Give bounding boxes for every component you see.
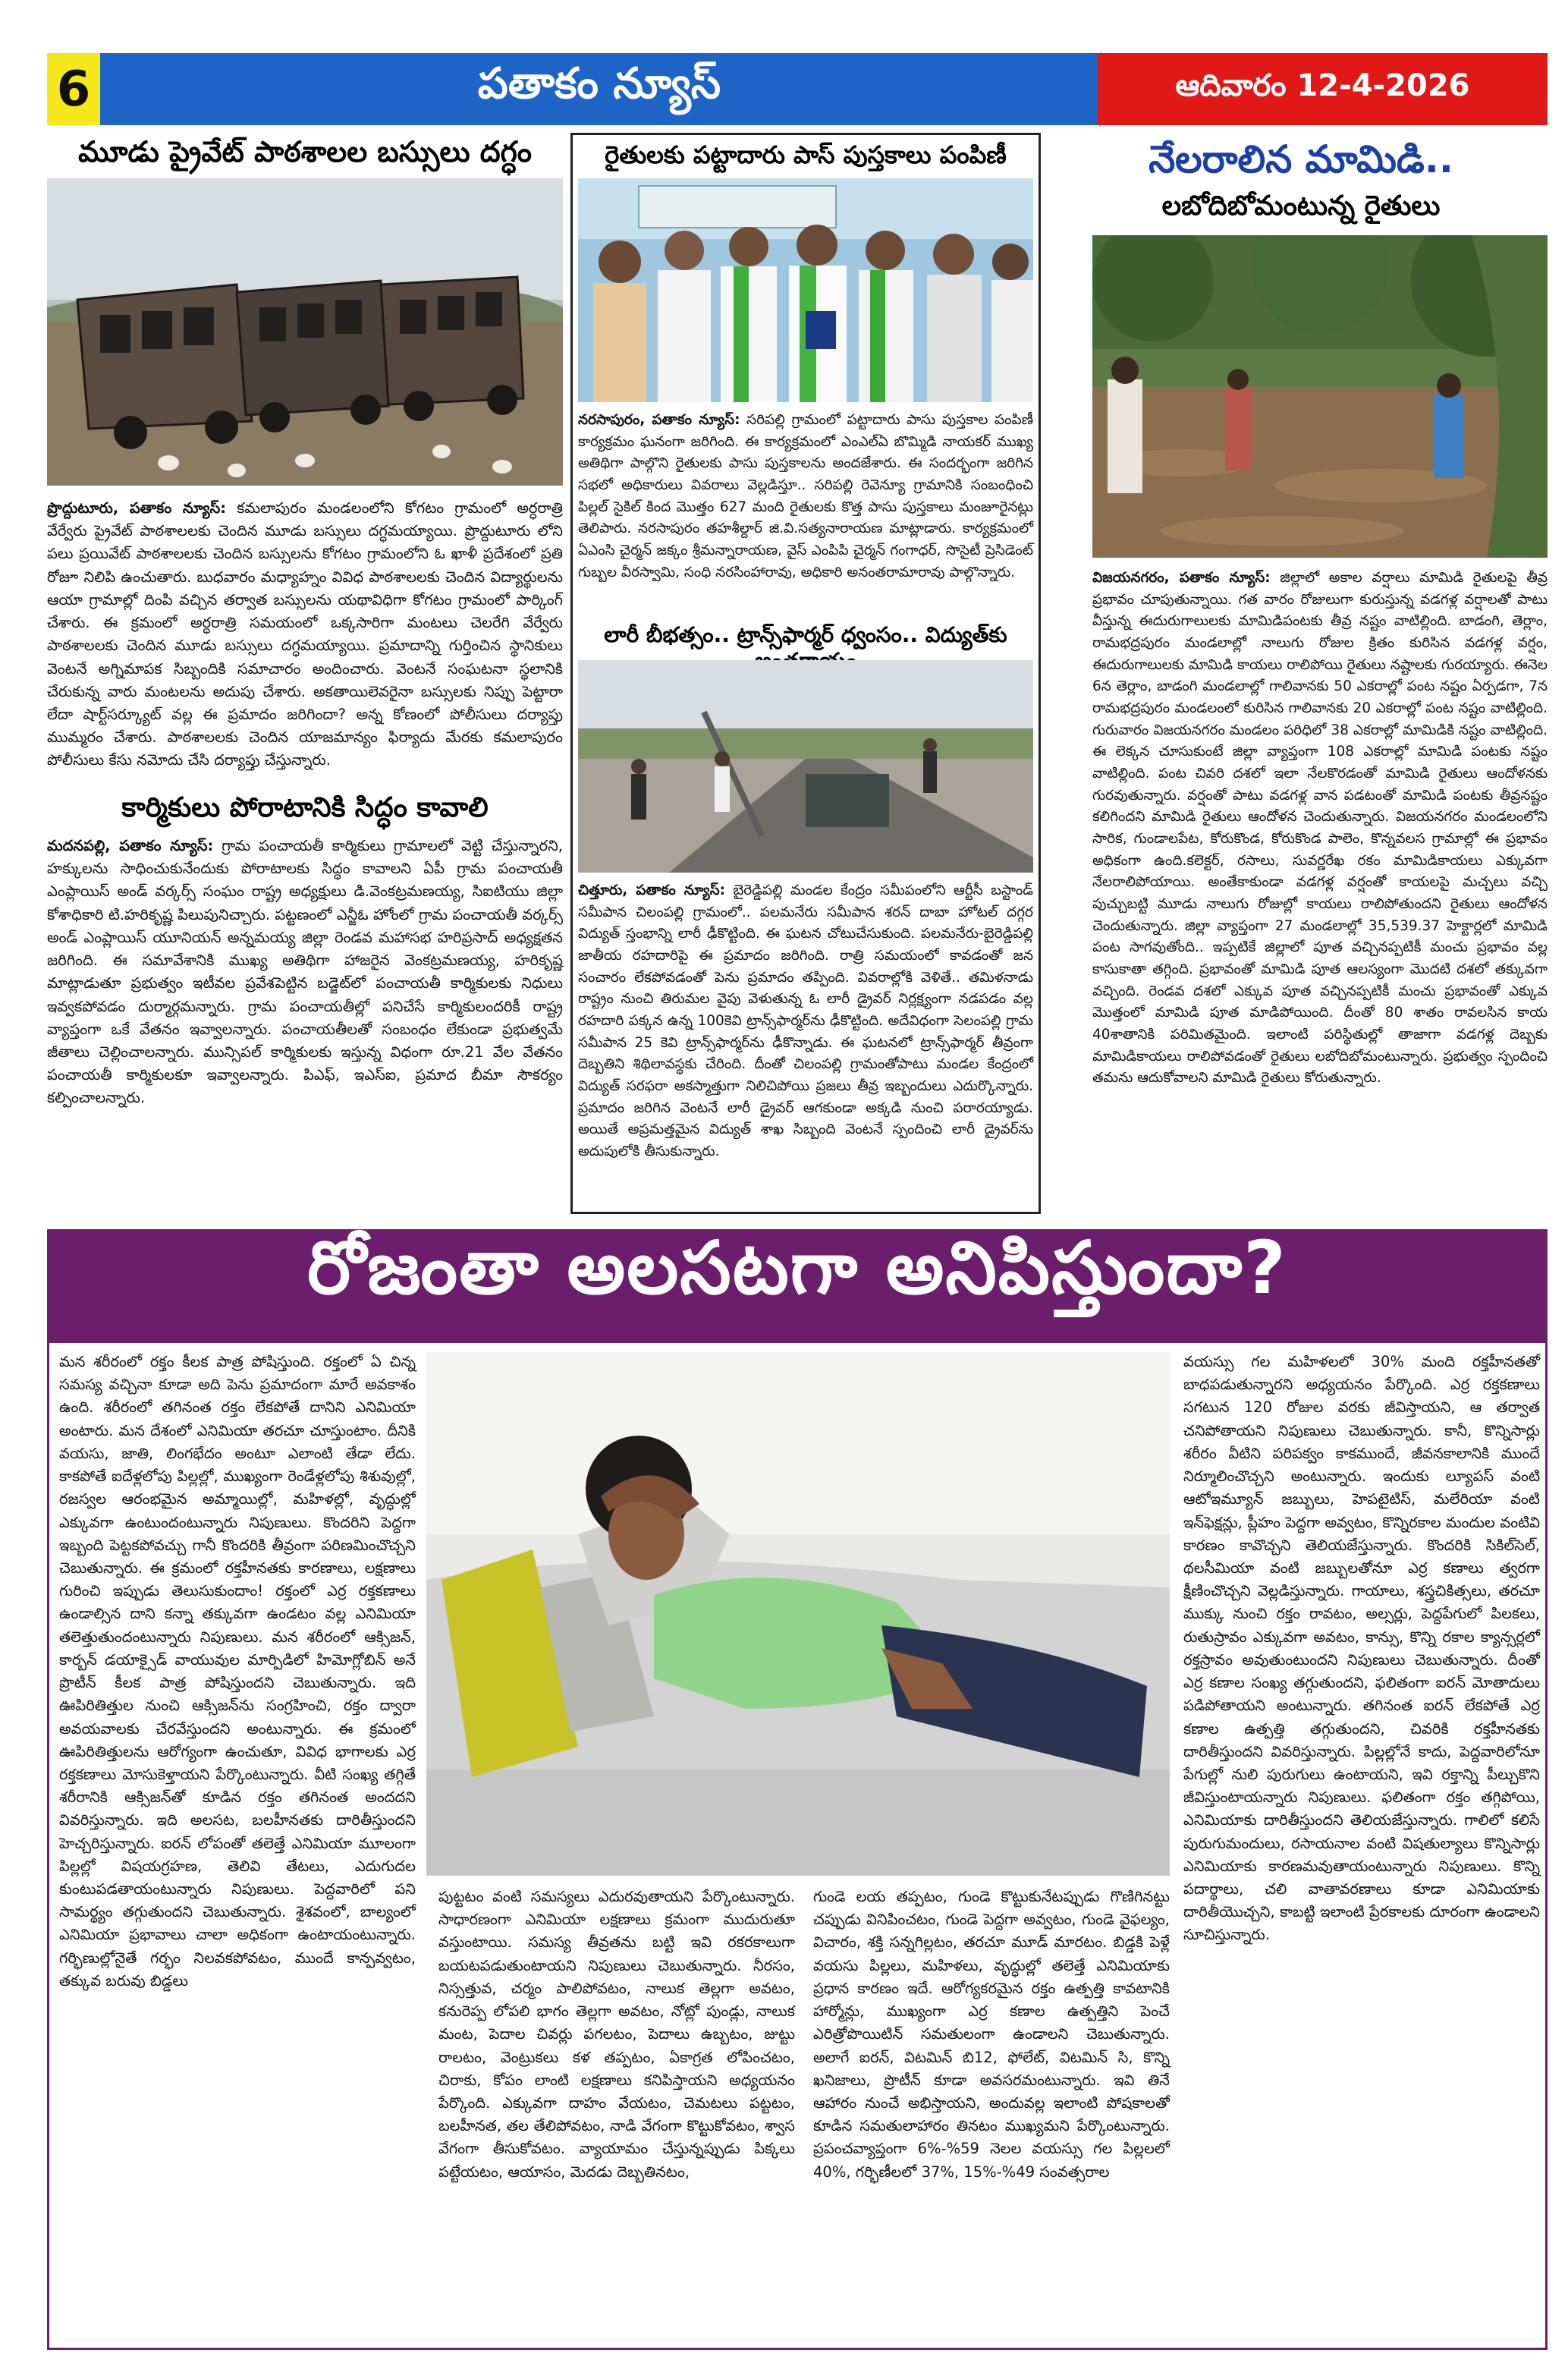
mango-dateline: విజయనగరం, పతాకం న్యూస్:: [1092, 570, 1271, 586]
passbooks-text: సరిపల్లి గ్రామంలో పట్టాదారు పాసు పుస్తకాల పంపిణీ కార్యక్రమం ఘనంగా జరిగింది. ఈ కార్యక్రమంలో ఎంఎల్ఏ బొమ్మిడి నాయకర్ ముఖ్య అతిథిగా పాల్గొని రైతులకు పాసు పుస్తకాలను అందజేశారు. ఈ సందర్భంగా జరిగిన సభలో అధికారులు వివరాలు వెల్లడిస్తూ.. సరిపల్లి రెవెన్యూ గ్రామానికి సంబంధించి పిల్లల్ సైకిల్ కింద మొత్తం 627 మంది రైతులకు కొత్త పాసు పుస్తకాలు మంజూరైనట్లు తెలిపారు. నరసాపురం తహశీల్దార్ జి.వి.సత్యనారాయణ మాట్లాడారు. కార్యక్రమంలో ఏఎంసి చైర్మన్ జక్కం శ్రీమన్నారాయణ, వైస్ ఎంపిపి చైర్మన్ గంగాధర్, సొసైటీ ప్రెసిడెంట్ గుబ్బల వీరస్వామి, సంధి నరసింహారావు, అధికారి అనంతరామారావు పాల్గొన్నారు.: [578, 412, 1033, 580]
feature-banner-strip: [47, 1324, 1548, 1341]
passbooks-body: [578, 410, 1033, 584]
paper-name: పతాకం న్యూస్: [477, 59, 721, 109]
mango-subheadline: లబోదిబోమంటున్న రైతులు: [1161, 190, 1441, 222]
buses-body: [47, 497, 563, 772]
mango-body: [1092, 568, 1548, 1090]
workers-text: గ్రామ పంచాయతీ కార్మికులు గ్రామాలలో వెట్టి చేస్తున్నారని, హక్కులను సాధించుకునేందుకు పోరాటాలకు సిద్ధం కావాలని ఏపీ గ్రామ పంచాయతీ ఎంప్లాయిస్ అండ్ వర్కర్స్ సంఘం రాష్ట్ర అధ్యక్షులు డి.వెంకట్రమణయ్య, సిఐటియు జిల్లా కోశాధికారి టి.హరికృష్ణ పిలుపునిచ్చారు. పట్టణంలో ఎన్జీఓ హోంలో గ్రామ పంచాయతీ వర్కర్స్ అండ్ ఎంప్లాయిస్ యూనియన్ అన్నమయ్య జిల్లా రెండవ మహాసభ హరిప్రసాద్ అధ్యక్షతన జరిగింది. ఈ సమావేశానికి ముఖ్య అతిథిగా హాజరైన వెంకట్రమణయ్య, హరికృష్ణ మాట్లాడుతూ ప్రభుత్వం ఇటీవల ప్రవేశపెట్టిన బడ్జెట్‌లో పంచాయతీ కార్మికులకు నిధులు ఇవ్వకపోవడం దుర్మార్గమన్నారు. గ్రామ పంచాయతీల్లో పనిచేసే కార్మికులందరికీ రాష్ట్ర వ్యాప్తంగా ఒకే వేతనం ఇవ్వాలన్నారు. పంచాయతీలతో సంబంధం లేకుండా ప్రభుత్వమే జీతాలు చెల్లించాలన్నారు. మున్సిపల్ కార్మికులకు ఇస్తున్న విధంగా రూ.21 వేల వేతనం పంచాయతీ కార్మికులకూ ఇవ్వాలన్నారు. పిఎఫ్, ఇఎస్ఐ, ప్రమాద బీమా సౌకర్యం కల్పించాలన్నారు.: [47, 837, 563, 1107]
workers-dateline: మదనపల్లి, పతాకం న్యూస్:: [47, 837, 214, 854]
workers-body: [47, 835, 563, 1110]
feature-headline: రోజంతా అలసటగా అనిపిస్తుందా?: [47, 1229, 1548, 1324]
transformer-photo: [578, 660, 1033, 873]
buses-text: కమలాపురం మండలంలోని కోగటం గ్రామంలో అర్ధరాత్రి వేర్వేరు ప్రైవేట్ పాఠశాలలకు చెందిన మూడు బస్సులు దగ్ధమయ్యాయి. ప్రొద్దుటూరు లోని పలు ప్రయివేట్ పాఠశాలలకు చెందిన బస్సులను కోగటం గ్రామంలోని ఓ ఖాళీ ప్రదేశంలో ప్రతి రోజూ నిలిపి ఉంచుతారు. బుధవారం మధ్యాహ్నం వివిధ పాఠశాలలకు చెందిన విద్యార్థులను ఆయా గ్రామాల్లో దింపి వచ్చిన తర్వాత బస్సులను యథావిధిగా కోగటం గ్రామంలో పార్కింగ్ చేశారు. ఈ క్రమంలో అర్ధరాత్రి సమయంలో ఒక్కసారిగా మంటలు చెలరేగి వేర్వేరు పాఠశాలలకు చెందిన మూడు బస్సులు దగ్ధమయ్యాయి. ప్రమాదాన్ని గుర్తించిన స్థానికులు వెంటనే అగ్నిమాపక సిబ్బందికి సమాచారం అందించారు. వెంటనే సంఘటనా స్థలానికి చేరుకున్న వారు మంటలను అదుపు చేశారు. అకతాయిలెవరైనా బస్సులకు నిప్పు పెట్టారా లేదా షార్ట్‌సర్క్యూట్ వల్ల ఈ ప్రమాదం జరిగిందా? అన్న కోణంలో పోలీసులు దర్యాప్తు ముమ్మరం చేశారు. పాఠశాలలకు చెందిన యాజమాన్యం ఫిర్యాదు మేరకు కమలాపురం పోలీసులు కేసు నమోదు చేసి దర్యాప్తు చేస్తున్నారు.: [47, 499, 563, 769]
transformer-text: బైరెడ్డిపల్లి మండల కేంద్రం సమీపంలోని ఆర్టీసీ బస్టాండ్ సమీపాన చిలంపల్లి గ్రామంలో.. పలమనేరు సమీపాన శరన్ దాబా హోటల్ దగ్గర విద్యుత్ స్తంభాన్ని లారీ ఢీకొట్టింది. ఈ ఘటన చోటుచేసుకుంది. పలమనేరు-బైరెడ్డిపల్లి జాతీయ రహదారిపై ఈ ప్రమాదం జరిగింది. రాత్రి సమయంలో కావడంతో జన సంచారం లేకపోవడంతో పెను ప్రమాదం తప్పింది. వివరాల్లోకి వెళితే.. తమిళనాడు రాష్ట్రం నుంచి తిరుమల వైపు వెళుతున్న ఓ లారీ డ్రైవర్ నిర్లక్ష్యంగా నడపడం వల్ల రహదారి పక్కన ఉన్న 100కెవి ట్రాన్స్‌ఫార్మర్‌ను ఢీకొట్టింది. అదేవిధంగా సెలంపల్లి గ్రామ సమీపాన 25 కెవి ట్రాన్స్‌ఫార్మర్‌ను ఢీకొన్నాడు. ఈ ఘటనలో ట్రాన్స్‌ఫార్మర్ తీవ్రంగా దెబ్బతిని శిథిలావస్థకు చేరింది. దీంతో చిలంపల్లి గ్రామంతోపాటు మండల కేంద్రంలో విద్యుత్ సరఫరా అకస్మాత్తుగా నిలిచిపోయి ప్రజలు తీవ్ర ఇబ్బందులు ఎదుర్కొన్నారు. ప్రమాదం జరిగిన వెంటనే లారీ డ్రైవర్ ఆగకుండా అక్కడి నుంచి పరారయ్యాడు. అయితే అప్రమత్తమైన విద్యుత్ శాఖ సిబ్బంది వెంటనే స్పందించి లారీ డ్రైవర్‌ను అదుపులోకి తీసుకున్నారు.: [578, 882, 1033, 1160]
mango-orchard-photo: [1092, 235, 1548, 558]
feature-col1: మన శరీరంలో రక్తం కీలక పాత్ర పోషిస్తుంది. రక్తంలో ఏ చిన్న సమస్య వచ్చినా కూడా అది పెను ప్రమాదంగా మారే అవకాశం ఉంది. శరీరంలో తగినంత రక్తం లేకపోతే దానిని ఎనిమియా అంటారు. మన దేశంలో ఎనిమియా తరచూ చూస్తుంటాం. దీనికి వయసు, జాతి, లింగభేదం అంటూ ఎలాంటి తేడా లేదు. కాకపోతే ఐదేళ్లలోపు పిల్లల్లో, ముఖ్యంగా రెండేళ్లలోపు శిశువుల్లో, రజస్వల ఆరంభమైన అమ్మాయిల్లో, మహిళల్లో, వృద్ధుల్లో ఎక్కువగా ఉంటుందంటున్నారు నిపుణులు. కొందరిని పెద్దగా ఇబ్బంది పెట్టకపోవచ్చు గానీ కొందరికి తీవ్రంగా పరిణమించొచ్చని చెబుతున్నారు. ఈ క్రమంలో రక్తహీనతకు కారణాలు, లక్షణాలు గురించి ఇప్పుడు తెలుసుకుందాం! రక్తంలో ఎర్ర రక్తకణాలు ఉండాల్సిన దాని కన్నా తక్కువగా ఉండటం వల్ల ఎనిమియా తలెత్తుతుందంటున్నారు నిపుణులు. మన శరీరంలో ఆక్సిజన్, కార్బన్ డయాక్సైడ్ వాయువుల మార్పిడిలో హిమోగ్లోబిన్ అనే ప్రొటీన్ కీలక పాత్ర పోషిస్తుందని చెబుతున్నారు. ఇది ఊపిరితిత్తుల నుంచి ఆక్సిజన్‌ను సంగ్రహించి, రక్తం ద్వారా అవయవాలకు చేరవేస్తుందని అంటున్నారు. ఈ క్రమంలో ఊపిరితిత్తులను ఆరోగ్యంగా ఉంచుతూ, వివిధ భాగాలకు ఎర్ర రక్తకణాలు మోసుకెళ్తాయని పేర్కొంటున్నారు. వీటి సంఖ్య తగ్గితే శరీరానికి ఆక్సిజన్‌తో కూడిన రక్తం తగినంత అందదని వివరిస్తున్నారు. ఇది అలసట, బలహీనతకు దారితీస్తుందని హెచ్చరిస్తున్నారు. ఐరన్ లోపంతో తలెత్తే ఎనిమియా మూలంగా పిల్లల్లో విషయగ్రహణ, తెలివి తేటలు, ఎదుగుదల కుంటుపడతాయంటున్నారు నిపుణులు. పెద్దవారిలో పని సామర్థ్యం తగ్గుతుందని చెబుతున్నారు. శైశవంలో, బాల్యంలో ఎనిమియా ప్రభావాలు చాలా అధికంగా ఉంటాయంటున్నారు. గర్భిణుల్లోనైతే గర్భం నిలవకపోవటం, ముందే కాన్పవ్వటం, తక్కువ బరువు బిడ్డలు: [59, 1353, 416, 1990]
buses-dateline: ప్రొద్దుటూరు, పతాకం న్యూస్:: [47, 499, 227, 517]
transformer-dateline: చిత్తూరు, పతాకం న్యూస్:: [578, 882, 725, 898]
page-number: 6: [47, 53, 100, 125]
mango-headline: నేలరాలిన మామిడి..: [1149, 137, 1453, 181]
buses-headline: మూడు ప్రైవేట్ పాఠశాలల బస్సులు దగ్ధం: [77, 135, 533, 168]
mango-text: జిల్లాలో అకాల వర్షాలు మామిడి రైతులపై తీవ్ర ప్రభావం చూపుతున్నాయి. గత వారం రోజులుగా కురుస్తున్న వడగళ్ల వర్షాలతో పాటు వీస్తున్న ఈదురుగాలులకు మామిడిపంటకు తీవ్ర నష్టం వాటిల్లింది. బాడంగి, తెర్లాం, రామభద్రపురం మండలాల్లో నాలుగు రోజుల క్రితం కురిసిన వడగళ్ల వర్షం, ఈదురుగాలులకు మామిడి కాయలు రాలిపోయి రైతులు నష్టాలకు గురయ్యారు. ఈనెల 6న తెర్లాం, బాడంగి మండలాల్లో గాలివానకు 50 ఎకరాల్లో పంట నష్టం ఏర్పడగా, 7న రామభద్రపురం మండలంలో కురిసిన గాలివానకు 20 ఎకరాల్లో పంట నష్టం వాటిల్లింది. గురువారం విజయనగరం మండలం పరిధిలో 38 ఎకరాల్లో మామిడికి నష్టం వాటిల్లింది. ఈ లెక్కన చూసుకుంటే జిల్లా వ్యాప్తంగా 108 ఎకరాల్లో మామిడి పంటకు నష్టం వాటిల్లింది. పంట చివరి దశలో ఇలా నేలకొరడంతో మామిడి రైతులు ఆందోళనకు గురవుతున్నారు. వర్షంతో పాటు వడగళ్ల వాన పడటంతో మామిడి పంటకు తీవ్రనష్టం కలిగిందని మామిడి రైతులు ఆందోళన చెందుతున్నారు. విజయనగరం మండలంలోని సారిక, గుండాలపేట, కోరుకొండ, కోరుకొండ పాలెం, కొన్నవలస గ్రామాల్లో ఈ ప్రభావం అధికంగా ఉంది.కలెక్టర్, రసాలు, సువర్ణరేఖ రకం మామిడికాయలు ఎక్కువగా నేలరాలిపోయాయి. అంతేకాకుండా వడగళ్ల వర్షంతో కాయలపై మచ్చలు వచ్చి పుచ్చుబట్టి మూడు నాలుగు రోజుల్లో కాయలు రాలిపోతుందని రైతులు ఆందోళన చెందుతున్నారు. జిల్లా వ్యాప్తంగా 27 మండలాల్లో 35,539.37 హెక్టార్లలో మామిడి పంట సాగవుతోంది.. ఇప్పటికే జిల్లాలో పూత వచ్చినప్పటికీ మంచు ప్రభావం వల్ల కాసుకాతా తగ్గింది. ప్రభావంతో మామిడి పూత ఆలస్యంగా మొదటి దశలో తక్కువగా వచ్చింది. రెండవ దశలో ఎక్కువ పూత వచ్చినప్పటికీ మంచు ప్రభావంతో ఎక్కువ మొత్తంలో మామిడి పూత మాడిపోయింది. దీంతో 80 శాతం రావలసిన కాయ 40శాతానికి పరిమితమైంది. ఇలాంటి పరిస్థితుల్లో తాజాగా వడగళ్ల దెబ్బకు మామిడికాయలు రాలిపోవడంతో రైతులు లబోదిబోమంటున్నారు. ప్రభుత్వం స్పందించి తమను ఆదుకోవాలని మామిడి రైతులు కోరుతున్నారు.: [1092, 570, 1548, 1087]
passbooks-dateline: నరసాపురం, పతాకం న్యూస్:: [578, 412, 740, 428]
feature-col4: వయస్సు గల మహిళలలో 30% మంది రక్తహీనతతో బాధపడుతున్నారని అధ్యయనం పేర్కొంది. ఎర్ర రక్తకణాలు సగటున 120 రోజుల వరకు జీవిస్తాయని, ఆ తర్వాత చనిపోతాయని నిపుణులు చెబుతున్నారు. కానీ, కొన్నిసార్లు శరీరం వీటిని పరిపక్వం కాకముందే, జీవనకాలానికి ముందే నిర్మూలించొచ్చని అంటున్నారు. ఇందుకు ల్యూపస్ వంటి ఆటోఇమ్యూన్ జబ్బులు, హెపటైటిస్, మలేరియా వంటి ఇన్‌ఫెక్షన్లు, ప్లీహం పెద్దగా అవ్వటం, కొన్నిరకాల మందుల వంటివి కారణం కావొచ్చని తెలియజేస్తున్నారు. కొందరికి సికిల్‌సెల్, థలసీమియా వంటి జబ్బులతోనూ ఎర్ర కణాలు త్వరగా క్షీణించొచ్చని వెల్లడిస్తున్నారు. గాయాలు, శస్త్రచికిత్సలు, తరచూ ముక్కు నుంచి రక్తం రావటం, అల్సర్లు, పెద్దపేగులో పిలకలు, రుతుస్రావం ఎక్కువగా అవటం, కాన్సు, కొన్ని రకాల క్యాన్సర్లలో రక్తస్రావం అవుతుంటుందని నిపుణులు చెబుతున్నారు. దీంతో ఎర్ర కణాల సంఖ్య తగ్గుతుందని, ఫలితంగా ఐరన్ మోతాదులు పడిపోతాయని అంటున్నారు. తగినంత ఐరన్ లేకపోతే ఎర్ర కణాల ఉత్పత్తి తగ్గుతుందని, చివరికి రక్తహీనతకు దారితీస్తుందని వివరిస్తున్నారు. పిల్లల్లోనే కాదు, పెద్దవారిలోనూ పేగుల్లో నులి పురుగులు ఉంటాయని, ఇవి రక్తాన్ని పీల్చుకొని జీవిస్తుంటాయన్నారు నిపుణులు. ఫలితంగా రక్తం తగ్గిపోయి, ఎనిమియాకు దారితీస్తుందని తెలియజేస్తున్నారు. గాలిలో కలిసే పురుగుమందులు, రసాయనాల వంటి విషతుల్యాలు కొన్నిసార్లు ఎనిమియాకు కారణమవుతాయంటున్నారు నిపుణులు. కొన్ని పదార్థాలు, చలి వాతావరణాలు కూడా ఎనిమియాకు దారితీయొచ్చని, కాబట్టి ఇలాంటి ప్రేరకాలకు దూరంగా ఉండాలని సూచిస్తున్నారు.: [1183, 1353, 1540, 1944]
passbooks-headline: రైతులకు పట్టాదారు పాస్ పుస్తకాలు పంపిణీ: [605, 140, 1007, 169]
burnt-bus-photo: [47, 178, 563, 486]
date-line: ఆదివారం 12-4-2026: [1098, 53, 1548, 125]
transformer-body: [578, 880, 1033, 1163]
passbook-event-photo: [578, 178, 1033, 402]
feature-col3: గుండె లయ తప్పటం, గుండె కొట్టుకునేటప్పుడు గొణిగినట్టు చప్పుడు వినిపించటం, గుండె పెద్దగా అవ్వటం, గుండె వైఫల్యం, విచారం, శక్తి సన్నగిల్లటం, తరచూ మూడ్ మారటం. బిడ్డకి పెళ్లే వయసు పిల్లలు, మహిళలు, వృద్ధుల్లో తలెత్తే ఎనిమియాకు ప్రధాన కారణం ఇదే. ఆరోగ్యకరమైన రక్తం ఉత్పత్తి కావటానికి హార్మోన్లు, ముఖ్యంగా ఎర్ర కణాల ఉత్పత్తిని పెంచే ఎరిత్రోపొయిటిన్ సమతులంగా ఉండాలని చెబుతున్నారు. అలాగే ఐరన్, విటమిన్ బి12, ఫోలేట్, విటమిన్ సి, కొన్ని ఖనిజాలు, ప్రొటీన్ కూడా అవసరమంటున్నారు. ఇవి తినే ఆహారం నుంచే అభిస్తాయని, అందువల్ల ఇలాంటి పోషకాలతో కూడిన సమతులాహారం తినటం ముఖ్యమని పేర్కొంటున్నారు. ప్రపంచవ్యాప్తంగా 6%-%59 నెలల వయస్సు గల పిల్లలలో 40%, గర్భిణీలలో 37%, 15%-%49 సంవత్సరాల: [813, 1888, 1170, 2181]
tired-woman-photo: [426, 1352, 1170, 1876]
feature-col2: పుట్టటం వంటి సమస్యలు ఎదురవుతాయని పేర్కొంటున్నారు. సాధారణంగా ఎనిమియా లక్షణాలు క్రమంగా ముదురుతూ వస్తుంటాయి. సమస్య తీవ్రతను బట్టి ఇవి రకరకాలుగా బయటపడుతుంటాయని నిపుణులు చెబుతున్నారు. నీరసం, నిస్సత్తువ, చర్మం పాలిపోవటం, నాలుక తెల్లగా అవటం, కనురెప్ప లోపలి భాగం తెల్లగా అవటం, నోట్లో పుండ్లు, నాలుక మంట, పెదాల చివర్లు పగలటం, పెదాలు ఉబ్బటం, జుట్టు రాలటం, వెంట్రుకలు కళ తప్పటం, ఏకాగ్రత లోపించటం, చిరాకు, కోపం లాంటి లక్షణాలు కనిపిస్తాయని అధ్యయనం పేర్కొంది. ఎక్కువగా దాహం వేయటం, చెమటలు పట్టటం, బలహీనత, తల తేలిపోవటం, నాడి వేగంగా కొట్టుకోవటం, శ్వాస వేగంగా తీసుకోవటం. వ్యాయామం చేస్తున్నప్పుడు పిక్కలు పట్టేయటం, ఆయాసం, మెదడు దెబ్బతినటం,: [438, 1888, 795, 2181]
workers-headline: కార్మికులు పోరాటానికి సిద్ధం కావాలి: [121, 792, 489, 823]
transformer-headline: లారీ బీభత్సం.. ట్రాన్స్‌ఫార్మర్ ధ్వంసం.. విద్యుత్‌కు: [604, 622, 1007, 647]
